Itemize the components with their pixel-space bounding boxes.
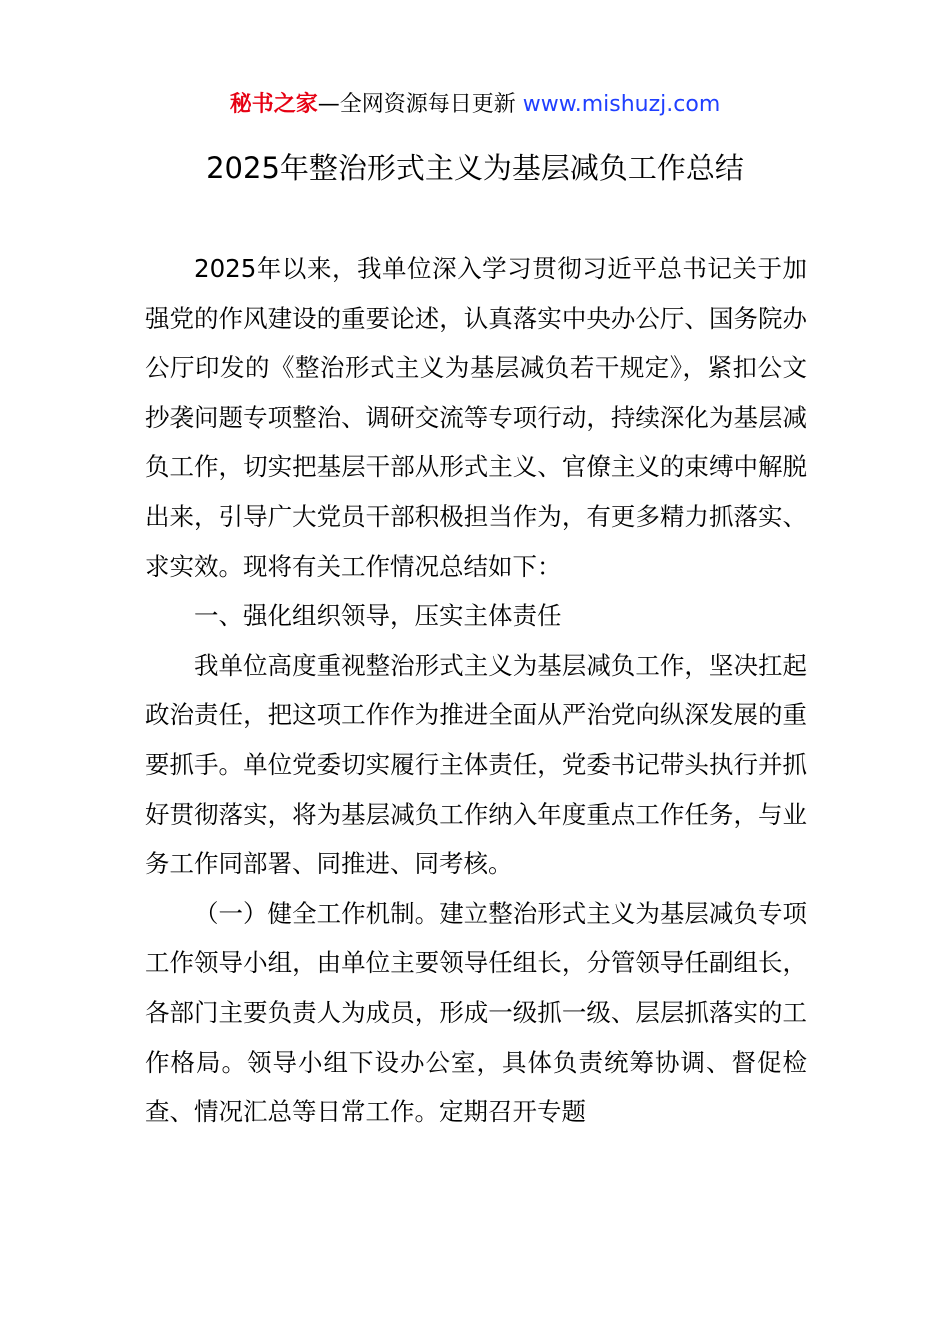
site-header (0, 88, 950, 122)
header-tagline: —全网资源每日更新 (317, 92, 523, 117)
intro-paragraph: 2025年以来，我单位深入学习贯彻习近平总书记关于加强党的作风建设的重要论述，认真落实中央办公厅、国务院办公厅印发的《整治形式主义为基层减负若干规定》，紧扣公文抄袭问题专项整治、调研交流等专项行动，持续深化为基层减负工作，切实把基层干部从形式主义、官僚主义的束缚中解脱出来，引导广大党员干部积极担当作为，有更多精力抓落实、求实效。现将有关工作情况总结如下： (145, 254, 807, 581)
document-body (145, 244, 807, 1137)
brand-name: 秘书之家 (229, 92, 318, 117)
subsection-1-paragraph: （一）健全工作机制。建立整治形式主义为基层减负专项工作领导小组，由单位主要领导任组长，分管领导任副组长，各部门主要负责人为成员，形成一级抓一级、层层抓落实的工作格局。领导小组下设办公室，具体负责统筹协调、督促检查、情况汇总等日常工作。定期召开专题 (145, 898, 807, 1127)
section-heading-1: 一、强化组织领导，压实主体责任 (194, 601, 562, 631)
document-title: 2025年整治形式主义为基层减负工作总结 (206, 151, 744, 185)
section-1-paragraph: 我单位高度重视整治形式主义为基层减负工作，坚决扛起政治责任，把这项工作作为推进全面从严治党向纵深发展的重要抓手。单位党委切实履行主体责任，党委书记带头执行并抓好贯彻落实，将为基层减负工作纳入年度重点工作任务，与业务工作同部署、同推进、同考核。 (145, 650, 807, 879)
site-url-link[interactable]: www.mishuzj.com (522, 92, 721, 117)
